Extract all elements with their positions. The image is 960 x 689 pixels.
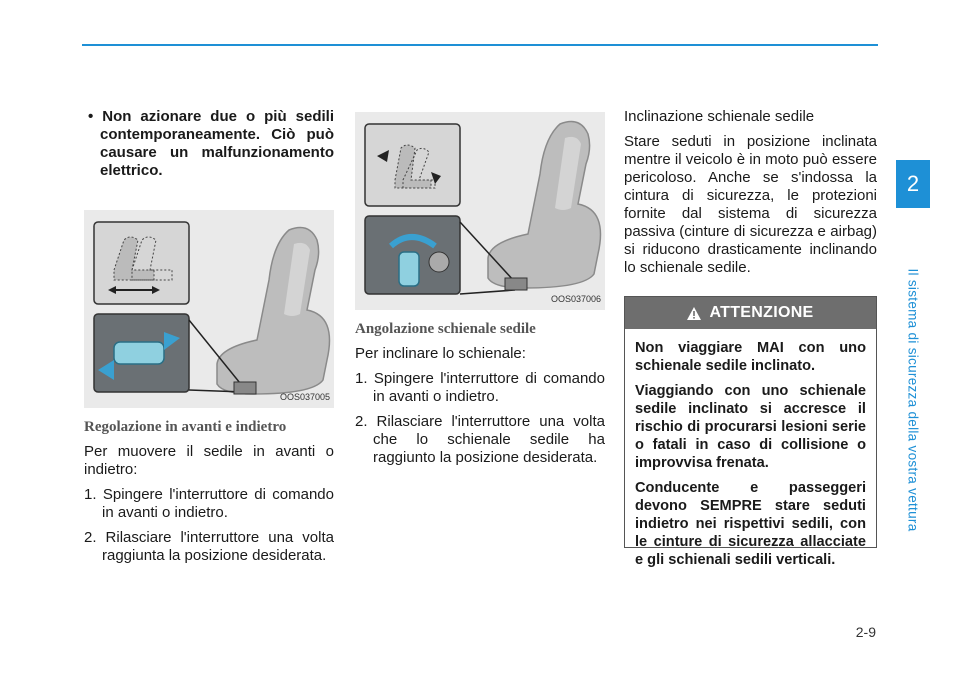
- figure-seat-recline: [355, 112, 605, 310]
- warning-header: [625, 297, 876, 329]
- inset-top: [94, 222, 189, 304]
- bullet-note: • Non azionare due o più sedili contemporaneamente. Ciò può causare un malfunzionamento elettrico.: [88, 108, 334, 179]
- warning-paragraph: Viaggiando con uno schienale sedile inclinato si accresce il rischio di procurarsi lesioni serie o fatali in caso di collisione o improvvisa frenata.: [635, 383, 866, 471]
- warning-box: [624, 296, 877, 568]
- section-heading-recline: Angolazione schienale sedile: [355, 321, 536, 337]
- figure-caption: OOS037006: [550, 294, 601, 304]
- chapter-tab: 2: [896, 160, 930, 208]
- figure-seat-slide: [84, 210, 334, 408]
- warning-label: ATTENZIONE: [709, 304, 814, 321]
- step-1: 1. Spingere l'interruttore di comando in avanti o indietro.: [355, 370, 605, 405]
- warning-paragraph: Non viaggiare MAI con uno schienale sedile inclinato.: [635, 340, 866, 374]
- step-1: 1. Spingere l'interruttore di comando in avanti o indietro.: [84, 486, 334, 521]
- top-rule: [82, 44, 878, 46]
- step-2: 2. Rilasciare l'interruttore una volta che lo schienale sedile ha raggiunto la posizione desiderata.: [355, 413, 605, 466]
- chapter-title: Il sistema di sicurezza della vostra vettura: [905, 268, 921, 532]
- intro-text: Per inclinare lo schienale:: [355, 345, 526, 362]
- section-heading-slide: Regolazione in avanti e indietro: [84, 419, 287, 435]
- page-number: 2-9: [855, 624, 876, 640]
- step-2: 2. Rilasciare l'interruttore una volta raggiunta la posizione desiderata.: [84, 529, 334, 564]
- subsection-title: Inclinazione schienale sedile: [624, 108, 815, 125]
- warning-paragraph: Conducente e passeggeri devono SEMPRE stare seduti indietro nei rispettivi sedili, con le cinture di sicurezza allacciate e gli schienali sedili verticali.: [635, 480, 866, 568]
- intro-text: Per muovere il sedile in avanti o indietro:: [84, 443, 334, 478]
- warning-triangle-icon: [687, 307, 701, 320]
- column-2: [355, 112, 605, 474]
- seat-slide-illustration: [84, 210, 334, 408]
- figure-caption: OOS037005: [279, 392, 330, 402]
- bullet-text: Non azionare due o più sedili contemporaneamente. Ciò può causare un malfunzionamento elettrico.: [100, 108, 334, 179]
- column-3: [624, 108, 877, 284]
- warning-body: [625, 329, 876, 569]
- column-1: [84, 108, 334, 572]
- seat-recline-illustration: [355, 112, 605, 310]
- body-text: Stare seduti in posizione inclinata mentre il veicolo è in moto può essere pericoloso. Anche se s'indossa la cintura di sicurezza, le protezioni fornite dal sistema di sicurezza passiva (cinture di sicurezza e airbag) si riducono drasticamente inclinando lo schienale sedile.: [624, 133, 877, 276]
